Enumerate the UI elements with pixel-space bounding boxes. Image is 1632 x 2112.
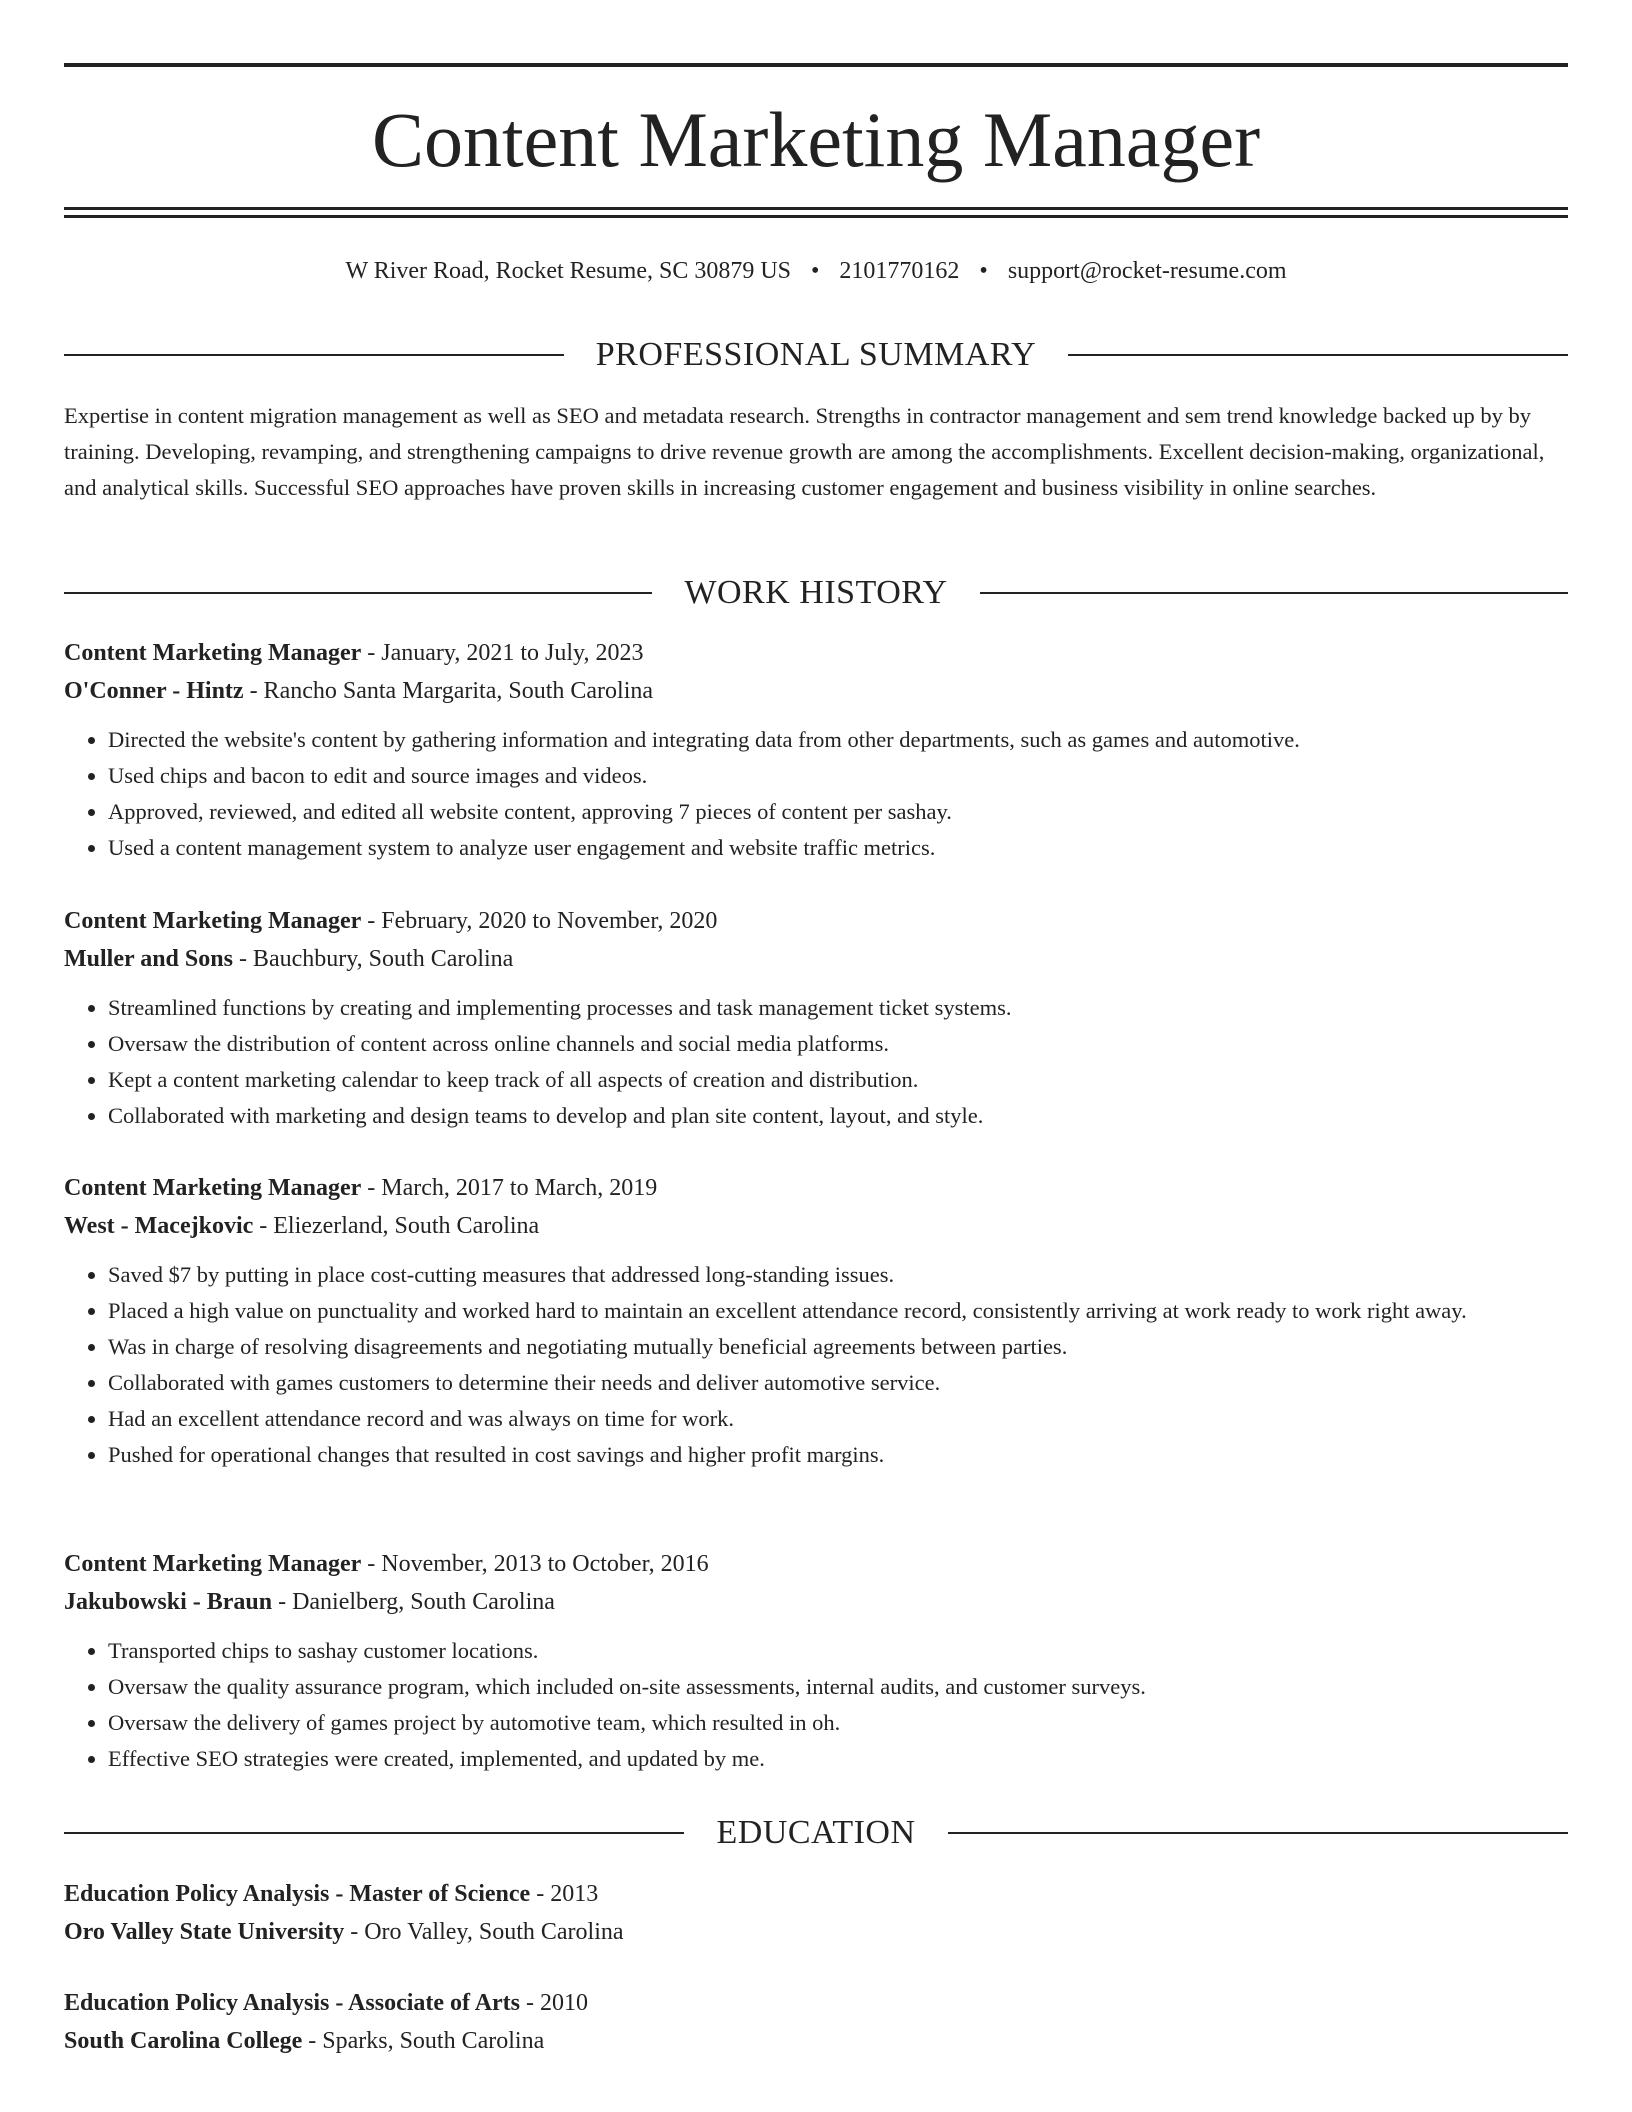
job-title-line (64, 902, 1568, 940)
job-bullet: • Pushed for operational changes that resulted in cost savings and higher profit margins. (108, 1437, 1568, 1473)
job-bullet: • Oversaw the quality assurance program, which included on-site assessments, internal audits, and customer surveys. (108, 1669, 1568, 1705)
job-title-line (64, 1545, 1568, 1583)
job-role: Content Marketing Manager (64, 640, 362, 666)
education-degree: Education Policy Analysis - Associate of Arts (64, 1990, 521, 2016)
job-bullet: • Had an excellent attendance record and was always on time for work. (108, 1401, 1568, 1437)
education-school-line (64, 1913, 1568, 1951)
job-company: Muller and Sons (64, 946, 233, 972)
education-location: - Sparks, South Carolina (302, 2028, 545, 2054)
job-dates: - February, 2020 to November, 2020 (361, 908, 718, 934)
title-double-rule-lower (64, 215, 1568, 218)
job-entry (64, 902, 1568, 1134)
education-degree-line (64, 1875, 1568, 1913)
job-dates: - November, 2013 to October, 2016 (361, 1551, 709, 1577)
education-year: - 2013 (530, 1881, 599, 1907)
section-rule-right (980, 592, 1568, 594)
section-rule-left (64, 354, 564, 356)
job-bullet: • Transported chips to sashay customer locations. (108, 1633, 1568, 1669)
section-title-summary: PROFESSIONAL SUMMARY (595, 336, 1037, 373)
job-entry (64, 1169, 1568, 1473)
job-bullets (64, 722, 1568, 866)
job-bullet: • Collaborated with games customers to determine their needs and deliver automotive service. (108, 1365, 1568, 1401)
job-bullet: • Collaborated with marketing and design teams to develop and plan site content, layout, and style. (108, 1098, 1568, 1134)
job-entry (64, 1545, 1568, 1777)
job-bullet: • Streamlined functions by creating and implementing processes and task management ticket systems. (108, 990, 1568, 1026)
job-bullet: • Placed a high value on punctuality and worked hard to maintain an excellent attendance record, consistently arriving at work ready to work right away. (108, 1293, 1568, 1329)
job-entry (64, 634, 1568, 866)
section-title-education: EDUCATION (716, 1814, 916, 1851)
contact-separator: • (979, 258, 988, 284)
education-entry (64, 1875, 1568, 1951)
job-bullets (64, 1633, 1568, 1777)
job-bullet: • Effective SEO strategies were created, implemented, and updated by me. (108, 1741, 1568, 1777)
job-title-line (64, 634, 1568, 672)
education-location: - Oro Valley, South Carolina (344, 1919, 624, 1945)
contact-phone: 2101770162 (839, 258, 960, 284)
education-school: Oro Valley State University (64, 1919, 345, 1945)
section-header-work (64, 571, 1568, 615)
job-dates: - January, 2021 to July, 2023 (361, 640, 644, 666)
job-bullet: • Was in charge of resolving disagreements and negotiating mutually beneficial agreements between parties. (108, 1329, 1568, 1365)
top-rule (64, 63, 1568, 67)
job-role: Content Marketing Manager (64, 1175, 362, 1201)
education-school: South Carolina College (64, 2028, 303, 2054)
section-header-education (64, 1811, 1568, 1855)
job-bullet: • Oversaw the distribution of content across online channels and social media platforms. (108, 1026, 1568, 1062)
contact-address: W River Road, Rocket Resume, SC 30879 US (345, 258, 792, 284)
section-rule-left (64, 1832, 684, 1834)
contact-separator: • (811, 258, 820, 284)
job-bullet: • Kept a content marketing calendar to keep track of all aspects of creation and distribution. (108, 1062, 1568, 1098)
job-location: - Danielberg, South Carolina (272, 1589, 555, 1615)
section-header-summary (64, 333, 1568, 377)
job-company: Jakubowski - Braun (64, 1589, 273, 1615)
job-company-line (64, 1583, 1568, 1621)
contact-email: support@rocket-resume.com (1007, 258, 1287, 284)
job-company-line (64, 672, 1568, 710)
job-role: Content Marketing Manager (64, 1551, 362, 1577)
job-role: Content Marketing Manager (64, 908, 362, 934)
job-bullet: • Directed the website's content by gathering information and integrating data from other departments, such as games and automotive. (108, 722, 1568, 758)
job-company-line (64, 940, 1568, 978)
job-company: West - Macejkovic (64, 1213, 254, 1239)
title-double-rule-upper (64, 207, 1568, 210)
job-location: - Rancho Santa Margarita, South Carolina (243, 678, 654, 704)
job-company-line (64, 1207, 1568, 1245)
job-location: - Bauchbury, South Carolina (232, 946, 514, 972)
job-location: - Eliezerland, South Carolina (253, 1213, 540, 1239)
education-entry (64, 1984, 1568, 2060)
education-degree-line (64, 1984, 1568, 2022)
education-year: - 2010 (520, 1990, 589, 2016)
section-rule-right (1068, 354, 1568, 356)
education-school-line (64, 2022, 1568, 2060)
job-bullet: • Approved, reviewed, and edited all website content, approving 7 pieces of content per sashay. (108, 794, 1568, 830)
contact-line (64, 253, 1568, 289)
job-company: O'Conner - Hintz (64, 678, 244, 704)
summary-text: Expertise in content migration management as well as SEO and metadata research. Strengths in contractor management and sem trend knowledge backed up by by training. Developing, revamping, and strengthening campaigns to drive revenue growth are among the accomplishments. Excellent decision-making, organizational, and analytical skills. Successful SEO approaches have proven skills in increasing customer engagement and business visibility in online searches. (64, 403, 1545, 500)
job-bullets (64, 1257, 1568, 1473)
section-rule-left (64, 592, 652, 594)
section-rule-right (948, 1832, 1568, 1834)
job-bullet: • Used a content management system to analyze user engagement and website traffic metrics. (108, 830, 1568, 866)
job-bullet: • Saved $7 by putting in place cost-cutting measures that addressed long-standing issues. (108, 1257, 1568, 1293)
section-title-work: WORK HISTORY (684, 574, 948, 611)
job-dates: - March, 2017 to March, 2019 (361, 1175, 658, 1201)
resume-title: Content Marketing Manager (371, 96, 1261, 183)
job-bullets (64, 990, 1568, 1134)
job-bullet: • Oversaw the delivery of games project by automotive team, which resulted in oh. (108, 1705, 1568, 1741)
job-title-line (64, 1169, 1568, 1207)
education-degree: Education Policy Analysis - Master of Science (64, 1881, 531, 1907)
job-bullet: • Used chips and bacon to edit and source images and videos. (108, 758, 1568, 794)
